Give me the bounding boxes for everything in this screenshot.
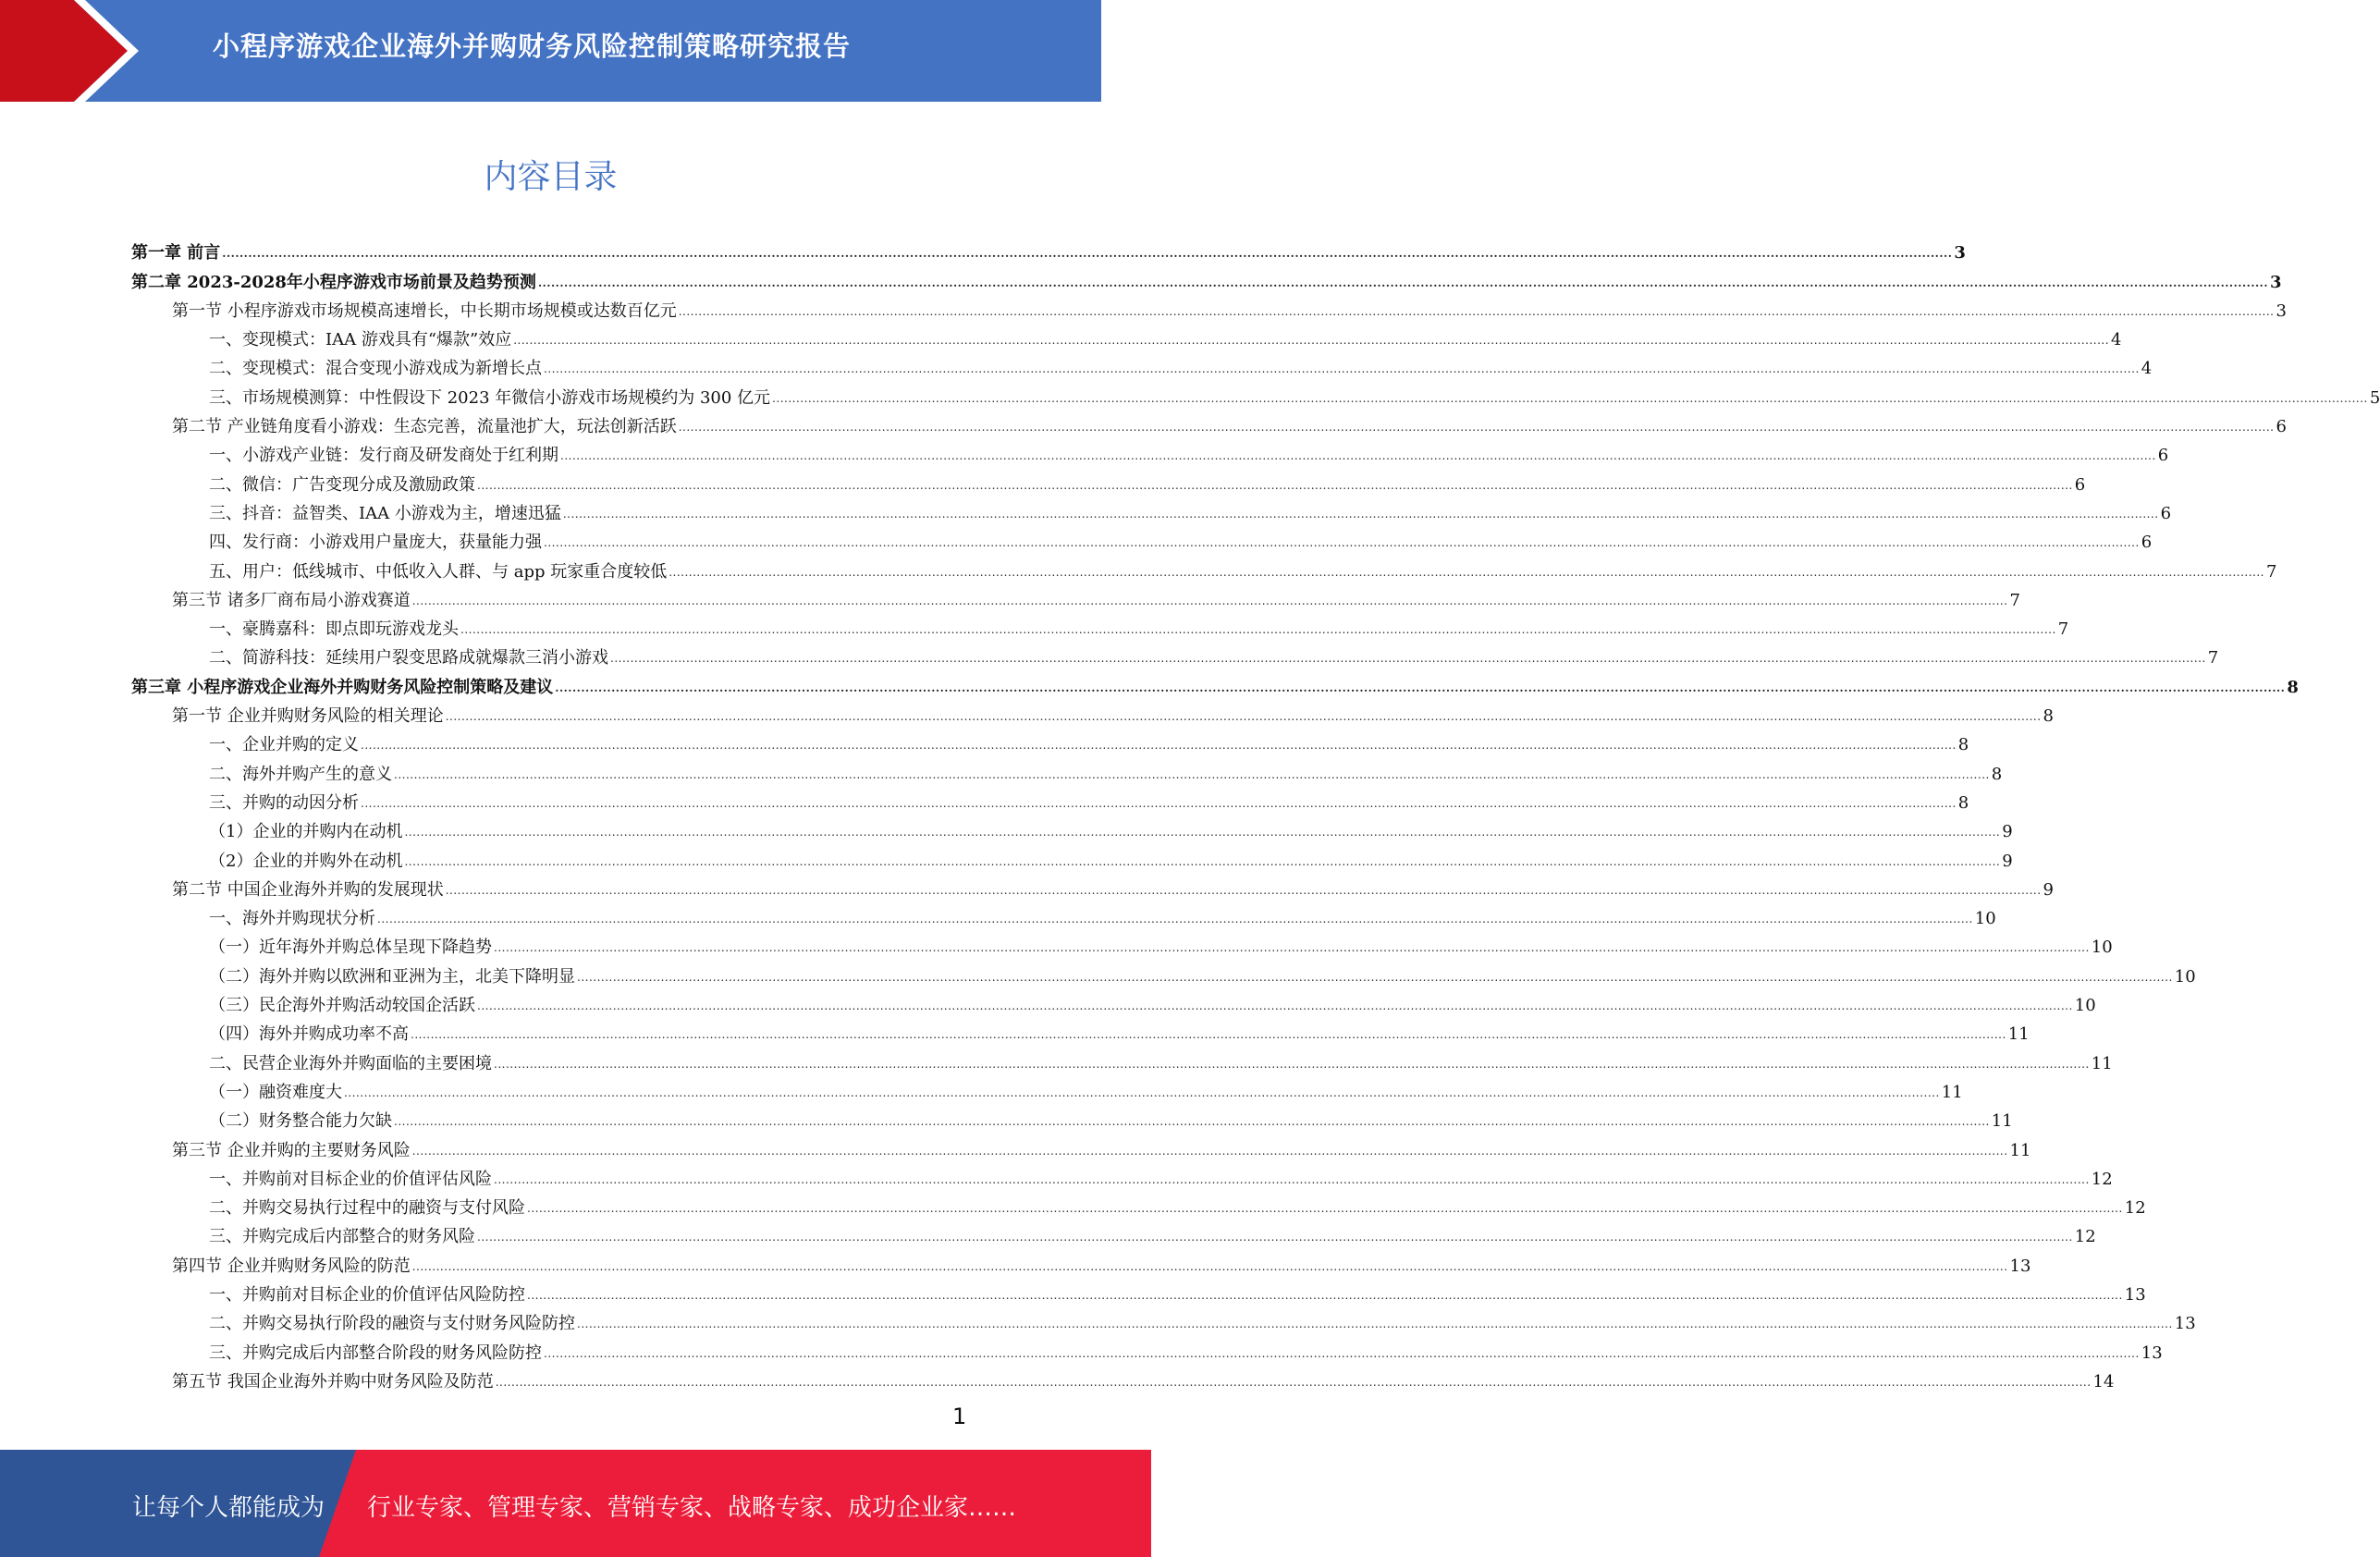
toc-entry[interactable] [131,235,1966,264]
toc-entry-page: 13 [2141,1342,2163,1363]
toc-entry-page: 11 [2007,1024,2030,1045]
toc-entry-label: （三）民企海外并购活动较国企活跃 [209,996,475,1016]
toc-leader-dots: ................................................................................................................................................................................................................................................................................................................................................................................................................ [445,710,2042,724]
toc-leader-dots: ................................................................................................................................................................................................................................................................................................................................................................................................................ [560,449,2156,463]
toc-entry[interactable] [131,901,1996,929]
toc-leader-dots: ................................................................................................................................................................................................................................................................................................................................................................................................................ [495,1375,2092,1389]
toc-entry[interactable] [131,611,2069,640]
toc-entry-label: 一、并购前对目标企业的价值评估风险 [209,1169,492,1189]
toc-leader-dots: ................................................................................................................................................................................................................................................................................................................................................................................................................ [494,1172,2090,1186]
toc-entry[interactable] [131,929,2113,958]
toc-entry[interactable] [131,1306,2196,1334]
toc-entry-page: 3 [2276,300,2287,321]
toc-leader-dots: ................................................................................................................................................................................................................................................................................................................................................................................................................ [477,478,2073,492]
toc-entry-page: 13 [2124,1284,2146,1305]
toc-entry-page: 13 [2174,1314,2196,1334]
toc-entry[interactable] [131,582,2020,611]
toc-entry[interactable] [131,668,2299,697]
toc-entry-label: 一、并购前对目标企业的价值评估风险防控 [209,1284,525,1305]
toc-entry[interactable] [131,698,2054,727]
toc-entry[interactable] [131,264,2282,292]
toc-entry-label: （四）海外并购成功率不高 [209,1024,409,1045]
toc-entry-page: 10 [2091,938,2113,958]
toc-entry-label: （1）企业的并购内在动机 [209,822,403,842]
toc-entry-page: 9 [2002,822,2013,842]
toc-entry-page: 11 [1941,1082,1963,1102]
toc-entry[interactable] [131,1161,2113,1190]
toc-entry-label: 一、豪腾嘉科：即点即玩游戏龙头 [209,619,459,640]
toc-entry-label: 第三节 诸多厂商布局小游戏赛道 [172,590,411,610]
toc-leader-dots: ................................................................................................................................................................................................................................................................................................................................................................................................................ [537,276,2269,289]
toc-leader-dots: ................................................................................................................................................................................................................................................................................................................................................................................................................ [344,1085,1940,1099]
toc-entry-label: 二、简游科技：延续用户裂变思路成就爆款三消小游戏 [209,648,608,668]
toc-entry[interactable] [131,640,2219,668]
toc-entry-page: 7 [2009,590,2020,610]
toc-leader-dots: ................................................................................................................................................................................................................................................................................................................................................................................................................ [477,1231,2073,1244]
toc-entry-page: 8 [1991,764,2003,784]
toc-entry-label: 第三节 企业并购的主要财务风险 [172,1140,411,1160]
toc-entry-label: （二）财务整合能力欠缺 [209,1111,392,1132]
toc-entry[interactable] [131,1016,2030,1045]
toc-entry[interactable] [131,1334,2163,1363]
toc-leader-dots: ................................................................................................................................................................................................................................................................................................................................................................................................................ [411,1028,2006,1042]
toc-leader-dots: ................................................................................................................................................................................................................................................................................................................................................................................................................ [562,507,2159,521]
toc-entry[interactable] [131,987,2096,1016]
toc-entry[interactable] [131,842,2013,871]
toc-entry-label: 第二节 中国企业海外并购的发展现状 [172,879,444,900]
toc-entry-label: （二）海外并购以欧洲和亚洲为主，北美下降明显 [209,966,575,987]
toc-entry[interactable] [131,814,2013,842]
toc-entry-page: 6 [2160,503,2172,523]
toc-entry-page: 3 [2270,272,2282,292]
toc-entry-page: 13 [2009,1256,2031,1276]
toc-entry-page: 12 [2074,1227,2096,1247]
toc-entry[interactable] [131,350,2153,379]
toc-leader-dots: ................................................................................................................................................................................................................................................................................................................................................................................................................ [555,680,2286,694]
toc-entry[interactable] [131,872,2054,901]
header-red-block [0,0,55,102]
toc-entry-page: 11 [2091,1053,2113,1073]
toc-entry-page: 12 [2091,1169,2113,1189]
toc-leader-dots: ................................................................................................................................................................................................................................................................................................................................................................................................................ [678,421,2275,435]
toc-entry-page: 14 [2092,1371,2115,1391]
toc-entry[interactable] [131,1247,2031,1276]
toc-entry-label: （一）近年海外并购总体呈现下降趋势 [209,938,492,958]
toc-entry[interactable] [131,524,2153,553]
toc-leader-dots: ................................................................................................................................................................................................................................................................................................................................................................................................................ [460,623,2056,637]
toc-leader-dots: ................................................................................................................................................................................................................................................................................................................................................................................................................ [527,1288,2123,1302]
toc-entry[interactable] [131,409,2287,437]
toc-entry-page: 6 [2074,474,2086,495]
toc-entry-page: 8 [1957,735,1969,755]
toc-entry-page: 6 [2141,533,2153,553]
toc-leader-dots: ................................................................................................................................................................................................................................................................................................................................................................................................................ [377,913,1973,926]
toc-entry-page: 12 [2124,1198,2146,1219]
toc-entry-label: 第二章 2023-2028年小程序游戏市场前景及趋势预测 [131,272,536,292]
toc-entry-page: 10 [1974,909,1996,929]
toc-entry-label: 二、微信：广告变现分成及激励政策 [209,474,475,495]
toc-entry-label: 一、小游戏产业链：发行商及研发商处于红利期 [209,446,558,466]
toc-entry-page: 6 [2276,417,2287,437]
toc-entry-page: 8 [1957,792,1969,813]
toc-entry-label: 三、并购的动因分析 [209,792,359,813]
toc-leader-dots: ................................................................................................................................................................................................................................................................................................................................................................................................................ [527,1202,2123,1216]
toc-entry-label: 一、企业并购的定义 [209,735,359,755]
toc-entry-label: 第一章 前言 [131,243,221,264]
toc-leader-dots: ................................................................................................................................................................................................................................................................................................................................................................................................................ [394,767,1990,781]
toc-entry-label: 第三章 小程序游戏企业海外并购财务风险控制策略及建议 [131,677,554,697]
toc-entry[interactable] [131,1190,2146,1219]
toc-heading: 内容目录 [484,158,618,196]
toc-leader-dots: ................................................................................................................................................................................................................................................................................................................................................................................................................ [577,970,2173,984]
toc-leader-dots: ................................................................................................................................................................................................................................................................................................................................................................................................................ [404,854,2001,868]
toc-entry[interactable] [131,1219,2096,1247]
toc-entry[interactable] [131,755,2003,784]
toc-entry[interactable] [131,553,2277,582]
toc-leader-dots: ................................................................................................................................................................................................................................................................................................................................................................................................................ [577,1318,2173,1331]
toc-entry-page: 4 [2111,330,2122,350]
toc-leader-dots: ................................................................................................................................................................................................................................................................................................................................................................................................................ [411,594,2008,607]
toc-entry-label: 一、变现模式：IAA 游戏具有“爆款”效应 [209,330,512,350]
toc-entry-label: 二、并购交易执行过程中的融资与支付风险 [209,1198,525,1219]
page-number: 1 [952,1404,967,1429]
toc-leader-dots: ................................................................................................................................................................................................................................................................................................................................................................................................................ [669,565,2264,579]
toc-entry-label: 第五节 我国企业海外并购中财务风险及防范 [172,1371,494,1391]
toc-entry-page: 9 [2002,851,2013,871]
toc-leader-dots: ................................................................................................................................................................................................................................................................................................................................................................................................................ [544,1346,2140,1360]
toc-entry[interactable] [131,727,1969,755]
toc-entry-page: 11 [2009,1140,2031,1160]
toc-entry[interactable] [131,1364,2115,1392]
toc-entry-page: 7 [2266,561,2277,582]
toc-entry-label: （2）企业的并购外在动机 [209,851,403,871]
report-title: 小程序游戏企业海外并购财务风险控制策略研究报告 [213,31,852,62]
toc-leader-dots: ................................................................................................................................................................................................................................................................................................................................................................................................................ [678,304,2275,318]
toc-entry-page: 11 [1991,1111,2013,1132]
footer-band [0,1450,1101,1557]
toc-entry-label: 一、海外并购现状分析 [209,909,375,929]
toc-entry-page: 6 [2157,446,2169,466]
toc-entry-page: 4 [2141,359,2153,379]
toc-entry[interactable] [131,1132,2031,1160]
toc-entry[interactable] [131,293,2287,322]
toc-leader-dots: ................................................................................................................................................................................................................................................................................................................................................................................................................ [445,883,2042,897]
toc-entry-page: 5 [2369,387,2380,408]
toc-leader-dots: ................................................................................................................................................................................................................................................................................................................................................................................................................ [513,334,2110,348]
toc-entry-label: 第二节 产业链角度看小游戏：生态完善，流量池扩大，玩法创新活跃 [172,417,677,437]
toc-leader-dots: ................................................................................................................................................................................................................................................................................................................................................................................................................ [610,652,2206,666]
toc-entry-label: 二、海外并购产生的意义 [209,764,392,784]
toc-entry[interactable] [131,1277,2146,1306]
toc-entry[interactable] [131,466,2086,495]
toc-leader-dots: ................................................................................................................................................................................................................................................................................................................................................................................................................ [411,1259,2008,1273]
toc-leader-dots: ................................................................................................................................................................................................................................................................................................................................................................................................................ [544,536,2140,550]
toc-entry-label: 三、并购完成后内部整合的财务风险 [209,1227,475,1247]
toc-entry-page: 10 [2174,966,2196,987]
toc-entry-label: 第一节 小程序游戏市场规模高速增长，中长期市场规模或达数百亿元 [172,300,677,321]
toc-entry-label: （一）融资难度大 [209,1082,342,1102]
toc-leader-dots: ................................................................................................................................................................................................................................................................................................................................................................................................................ [544,362,2140,376]
toc-entry-label: 二、并购交易执行阶段的融资与支付财务风险防控 [209,1314,575,1334]
toc-leader-dots: ................................................................................................................................................................................................................................................................................................................................................................................................................ [361,739,1957,753]
toc-entry-page: 3 [1954,243,1966,264]
toc-entry[interactable] [131,785,1969,814]
toc-leader-dots: ................................................................................................................................................................................................................................................................................................................................................................................................................ [494,1057,2090,1071]
toc-leader-dots: ................................................................................................................................................................................................................................................................................................................................................................................................................ [494,941,2090,955]
toc-entry-label: 三、市场规模测算：中性假设下 2023 年微信小游戏市场规模约为 300 亿元 [209,387,771,408]
toc-entry-label: 四、发行商：小游戏用户量庞大，获量能力强 [209,533,542,553]
toc-entry-page: 8 [2287,677,2299,697]
toc-entry-page: 9 [2043,879,2054,900]
toc-entry-label: 五、用户：低线城市、中低收入人群、与 app 玩家重合度较低 [209,561,668,582]
toc-entry-label: 三、抖音：益智类、IAA 小游戏为主，增速迅猛 [209,503,561,523]
toc-entry[interactable] [131,1045,2113,1073]
toc-entry[interactable] [131,958,2196,987]
toc-leader-dots: ................................................................................................................................................................................................................................................................................................................................................................................................................ [404,826,2001,840]
toc-entry-label: 二、变现模式：混合变现小游戏成为新增长点 [209,359,542,379]
footer-slogan-right: 行业专家、管理专家、营销专家、战略专家、成功企业家…… [367,1494,1017,1522]
toc-entry[interactable] [131,322,2122,350]
toc-leader-dots: ................................................................................................................................................................................................................................................................................................................................................................................................................ [222,247,1953,261]
header-chevron-icon [55,0,143,102]
toc-entry-label: 三、并购完成后内部整合阶段的财务风险防控 [209,1342,542,1363]
toc-entry-label: 第一节 企业并购财务风险的相关理论 [172,706,444,727]
toc-entry[interactable] [131,379,2380,408]
table-of-contents [131,235,2380,1392]
toc-leader-dots: ................................................................................................................................................................................................................................................................................................................................................................................................................ [772,391,2368,405]
toc-leader-dots: ................................................................................................................................................................................................................................................................................................................................................................................................................ [477,999,2073,1013]
toc-entry-page: 7 [2207,648,2219,668]
toc-entry[interactable] [131,496,2172,524]
toc-entry-label: 第四节 企业并购财务风险的防范 [172,1256,411,1276]
toc-entry[interactable] [131,437,2169,466]
toc-entry-label: 二、民营企业海外并购面临的主要困境 [209,1053,492,1073]
toc-entry-page: 10 [2074,996,2096,1016]
header-band [0,0,1101,102]
toc-entry[interactable] [131,1103,2013,1132]
toc-leader-dots: ................................................................................................................................................................................................................................................................................................................................................................................................................ [394,1115,1990,1129]
toc-entry-page: 8 [2043,706,2054,727]
toc-entry-page: 7 [2057,619,2069,640]
toc-leader-dots: ................................................................................................................................................................................................................................................................................................................................................................................................................ [411,1144,2008,1158]
footer-slogan-left: 让每个人都能成为 [132,1494,325,1522]
toc-leader-dots: ................................................................................................................................................................................................................................................................................................................................................................................................................ [361,796,1957,810]
toc-entry[interactable] [131,1074,1963,1103]
